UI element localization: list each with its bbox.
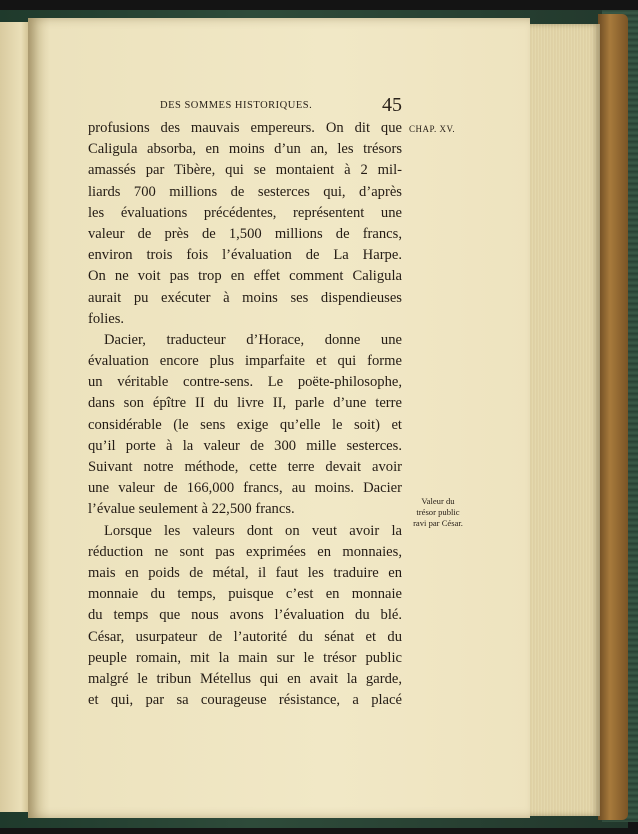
text-line: profusions des mauvais empereurs. On dit que: [88, 120, 402, 136]
running-head: DES SOMMES HISTORIQUES.: [160, 100, 313, 111]
text-line: les évaluations précédentes, représentent une: [88, 204, 402, 221]
text-line: et qui, par sa courageuse résistance, a placé: [88, 692, 402, 709]
text-line: Caligula absorba, en moins d’un an, les trésors: [88, 141, 402, 158]
text-line: Lorsque les valeurs dont on veut avoir la: [104, 522, 402, 539]
facing-page-edge: [0, 22, 30, 812]
text-line: réduction ne sont pas exprimées en monnaies,: [88, 543, 402, 560]
book-spine: [598, 14, 628, 820]
text-line: liards 700 millions de sesterces qui, d’après: [88, 183, 402, 200]
text-line: Suivant notre méthode, cette terre devait avoir: [88, 459, 402, 475]
text-line: qu’il porte à la valeur de 300 mille sesterces.: [88, 437, 402, 454]
text-line: aurait pu exécuter à moins ses dispendieuses: [88, 289, 402, 306]
text-line: César, usurpateur de l’autorité du sénat et du: [88, 628, 402, 645]
chapter-marker: CHAP. XV.: [409, 124, 456, 134]
text-line: mais en poids de métal, il faut les traduire en: [88, 564, 402, 581]
page-block-edge: [528, 24, 600, 816]
text-line: une valeur de 166,000 francs, au moins. Dacier: [88, 480, 402, 497]
text-line: évaluation encore plus imparfaite et qui forme: [88, 353, 402, 370]
text-line: valeur de près de 1,500 millions de francs,: [88, 225, 402, 242]
margin-note: [406, 496, 470, 528]
text-line: un véritable contre-sens. Le poëte-philosophe,: [88, 374, 402, 391]
text-line: On ne voit pas trop en effet comment Caligula: [88, 268, 402, 285]
text-line: amassés par Tibère, qui se montaient à 2 mil-: [88, 162, 402, 179]
page-number: 45: [382, 94, 402, 116]
text-line: folies.: [88, 310, 125, 327]
text-line: monnaie du temps, puisque c’est en monnaie: [88, 586, 402, 603]
margin-note-line: ravi par César.: [413, 517, 463, 528]
text-line: malgré le tribun Métellus qui en avait la garde,: [88, 670, 402, 687]
paragraph-3: [88, 521, 402, 712]
text-line: Dacier, traducteur d’Horace, donne une: [104, 331, 402, 348]
text-line: du temps que nous avons l’évaluation du blé.: [88, 607, 402, 624]
margin-note-line: Valeur du: [421, 496, 455, 506]
text-line: dans son épître II du livre II, parle d’une terre: [88, 395, 402, 412]
text-line: l’évalue seulement à 22,500 francs.: [88, 501, 295, 518]
margin-note-line: trésor public: [416, 506, 460, 517]
text-line: environ trois fois l’évaluation de La Harpe.: [88, 247, 402, 264]
paragraph-2: [88, 330, 402, 521]
paragraph-1: [88, 118, 402, 330]
body-text: [88, 118, 402, 711]
text-line: peuple romain, mit la main sur le trésor public: [88, 649, 402, 666]
text-line: considérable (le sens exige qu’elle le soit) et: [88, 416, 402, 433]
